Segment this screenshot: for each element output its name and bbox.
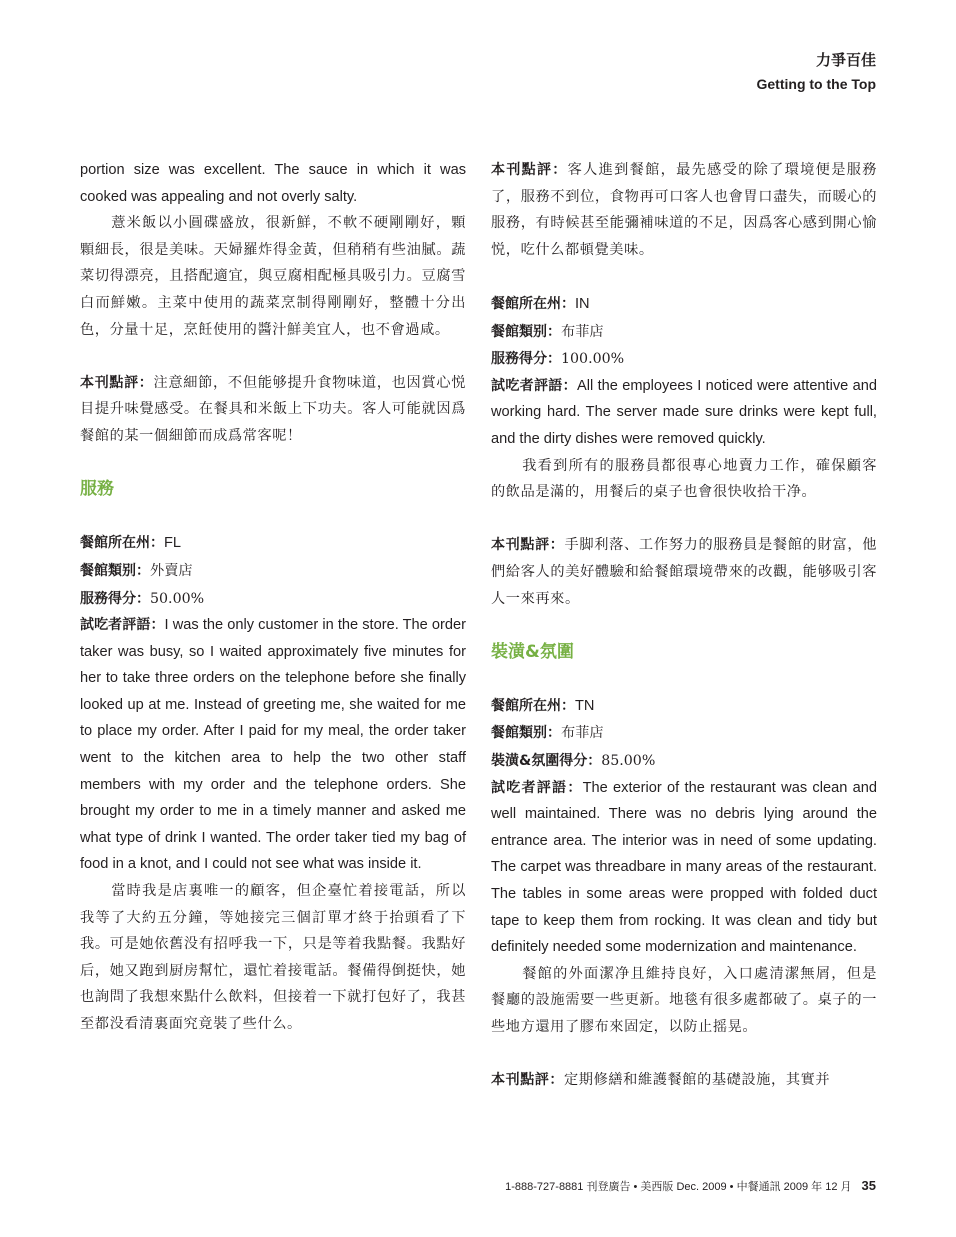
editor-note-service: 本刊點評：客人進到餐館，最先感受的除了環境便是服務了，服務不到位，食物再可口客人也會胃口盡失，而暖心的服務，有時候甚至能彌補味道的不足，因爲客心感到開心愉悦，吃什么都頓覺美味。 <box>491 162 877 258</box>
header-title-zh: 力爭百佳 <box>815 51 876 69</box>
section-heading-decor: 裝潢&氛圍 <box>491 641 574 662</box>
reviewer-comment-zh: 餐館的外面潔净且維持良好，入口處清潔無屑，但是餐廳的設施需要一些更新。地毯有很多處都破了。桌子的一些地方還用了膠布來固定，以防止摇晃。 <box>491 965 877 1035</box>
restaurant-state: 餐館所在州：TN <box>491 697 595 714</box>
editor-note-text: 注意細節，不但能够提升食物味道，也因賞心悦目提升味覺感受。在餐具和米飯上下功夫。客人可能就因爲餐館的某一個細節而成爲常客呢！ <box>80 374 467 444</box>
decor-score: 裝潢&氛圍得分：85.00% <box>491 753 656 770</box>
restaurant-type: 餐館類别：外賣店 <box>80 562 193 579</box>
restaurant-type: 餐館類别：布菲店 <box>491 323 604 340</box>
right-column <box>491 157 877 1094</box>
reviewer-comment-en: 試吃者評語：I was the only customer in the store. The order taker was busy, so I waited approximately five minutes for her to take three orders on the telephone before she finally looked up at me. Instead of greeting me, she waited for me to place my order. After I paid for my meal, the order taker went to the kitchen area to help the two other staff members with my order and the telephone orders. She brought my order to me in a timely manner and asked me what type of drink I wanted. The order taker tied my bag of food in a knot, and I could not see what was inside it. <box>80 617 466 873</box>
editor-note-food <box>80 370 466 450</box>
food-review-continued-en: portion size was excellent. The sauce in which it was cooked was appealing and not overly salty. <box>80 162 466 205</box>
reviewer-comment-zh: 我看到所有的服務員都很專心地賣力工作，確保顧客的飲品是滿的，用餐后的桌子也會很快收拾干净。 <box>491 457 877 501</box>
editor-note-service-2: 本刊點評：手脚利落、工作努力的服務員是餐館的財富，他們給客人的美好體驗和給餐館環境帶來的改觀，能够吸引客人一來再來。 <box>491 537 878 607</box>
header-title-en: Getting to the Top <box>756 76 876 92</box>
reviewer-comment-en: 試吃者評語：The exterior of the restaurant was clean and well maintained. There was no debris lying around the entrance area. The interior was in need of some updating. The carpet was threadbare in many areas of the restaurant. The tables in some areas were propped with folded duct tape to keep them from rocking. It was clean and tidy but definitely needed some modernization and maintenance. <box>491 779 877 956</box>
page-footer <box>505 1178 876 1194</box>
reviewer-comment-en: 試吃者評語：All the employees I noticed were attentive and working hard. The server made sure drinks were kept full, and the dirty dishes were removed quickly. <box>491 377 877 447</box>
service-score: 服務得分：100.00% <box>491 351 625 368</box>
section-heading-service: 服務 <box>80 479 114 500</box>
restaurant-state: 餐館所在州：IN <box>491 295 590 312</box>
page-number: 35 <box>861 1178 876 1193</box>
editor-note-label: 本刊點評： <box>80 374 154 391</box>
food-review-continued-zh: 薏米飯以小圓碟盛放，很新鮮，不軟不硬剛剛好，顆顆細長，很是美味。天婦羅炸得金黃，但稍稍有些油膩。蔬菜切得漂亮，且搭配適宜，與豆腐相配極具吸引力。豆腐雪白而鮮嫩。主菜中使用的蔬菜烹制得剛剛好，整體十分出色，分量十足，烹飪使用的醬汁鮮美宜人，也不會過咸。 <box>80 215 466 338</box>
left-column <box>80 157 466 1038</box>
page-header <box>757 50 877 94</box>
footer-info: 1-888-727-8881 刊登廣告 • 美西版 Dec. 2009 • 中餐通訊 2009 年 12 月 <box>505 1181 852 1193</box>
restaurant-type: 餐館類别：布菲店 <box>491 725 604 742</box>
restaurant-state: 餐館所在州：FL <box>80 535 182 552</box>
reviewer-comment-zh: 當時我是店裏唯一的顧客，但企臺忙着接電話，所以我等了大約五分鐘，等她接完三個訂單才終于抬頭看了下我。可是她依舊没有招呼我一下，只是等着我點餐。我點好后，她又跑到厨房幫忙，還忙着接電話。餐備得倒挺快，她也詢問了我想來點什么飲料，但接着一下就打包好了，我甚至都没看清裏面究竟裝了些什么。 <box>80 883 466 1032</box>
editor-note-decor: 本刊點評：定期修繕和維護餐館的基礎設施，其實并 <box>491 1072 831 1089</box>
service-score: 服務得分：50.00% <box>80 590 205 607</box>
